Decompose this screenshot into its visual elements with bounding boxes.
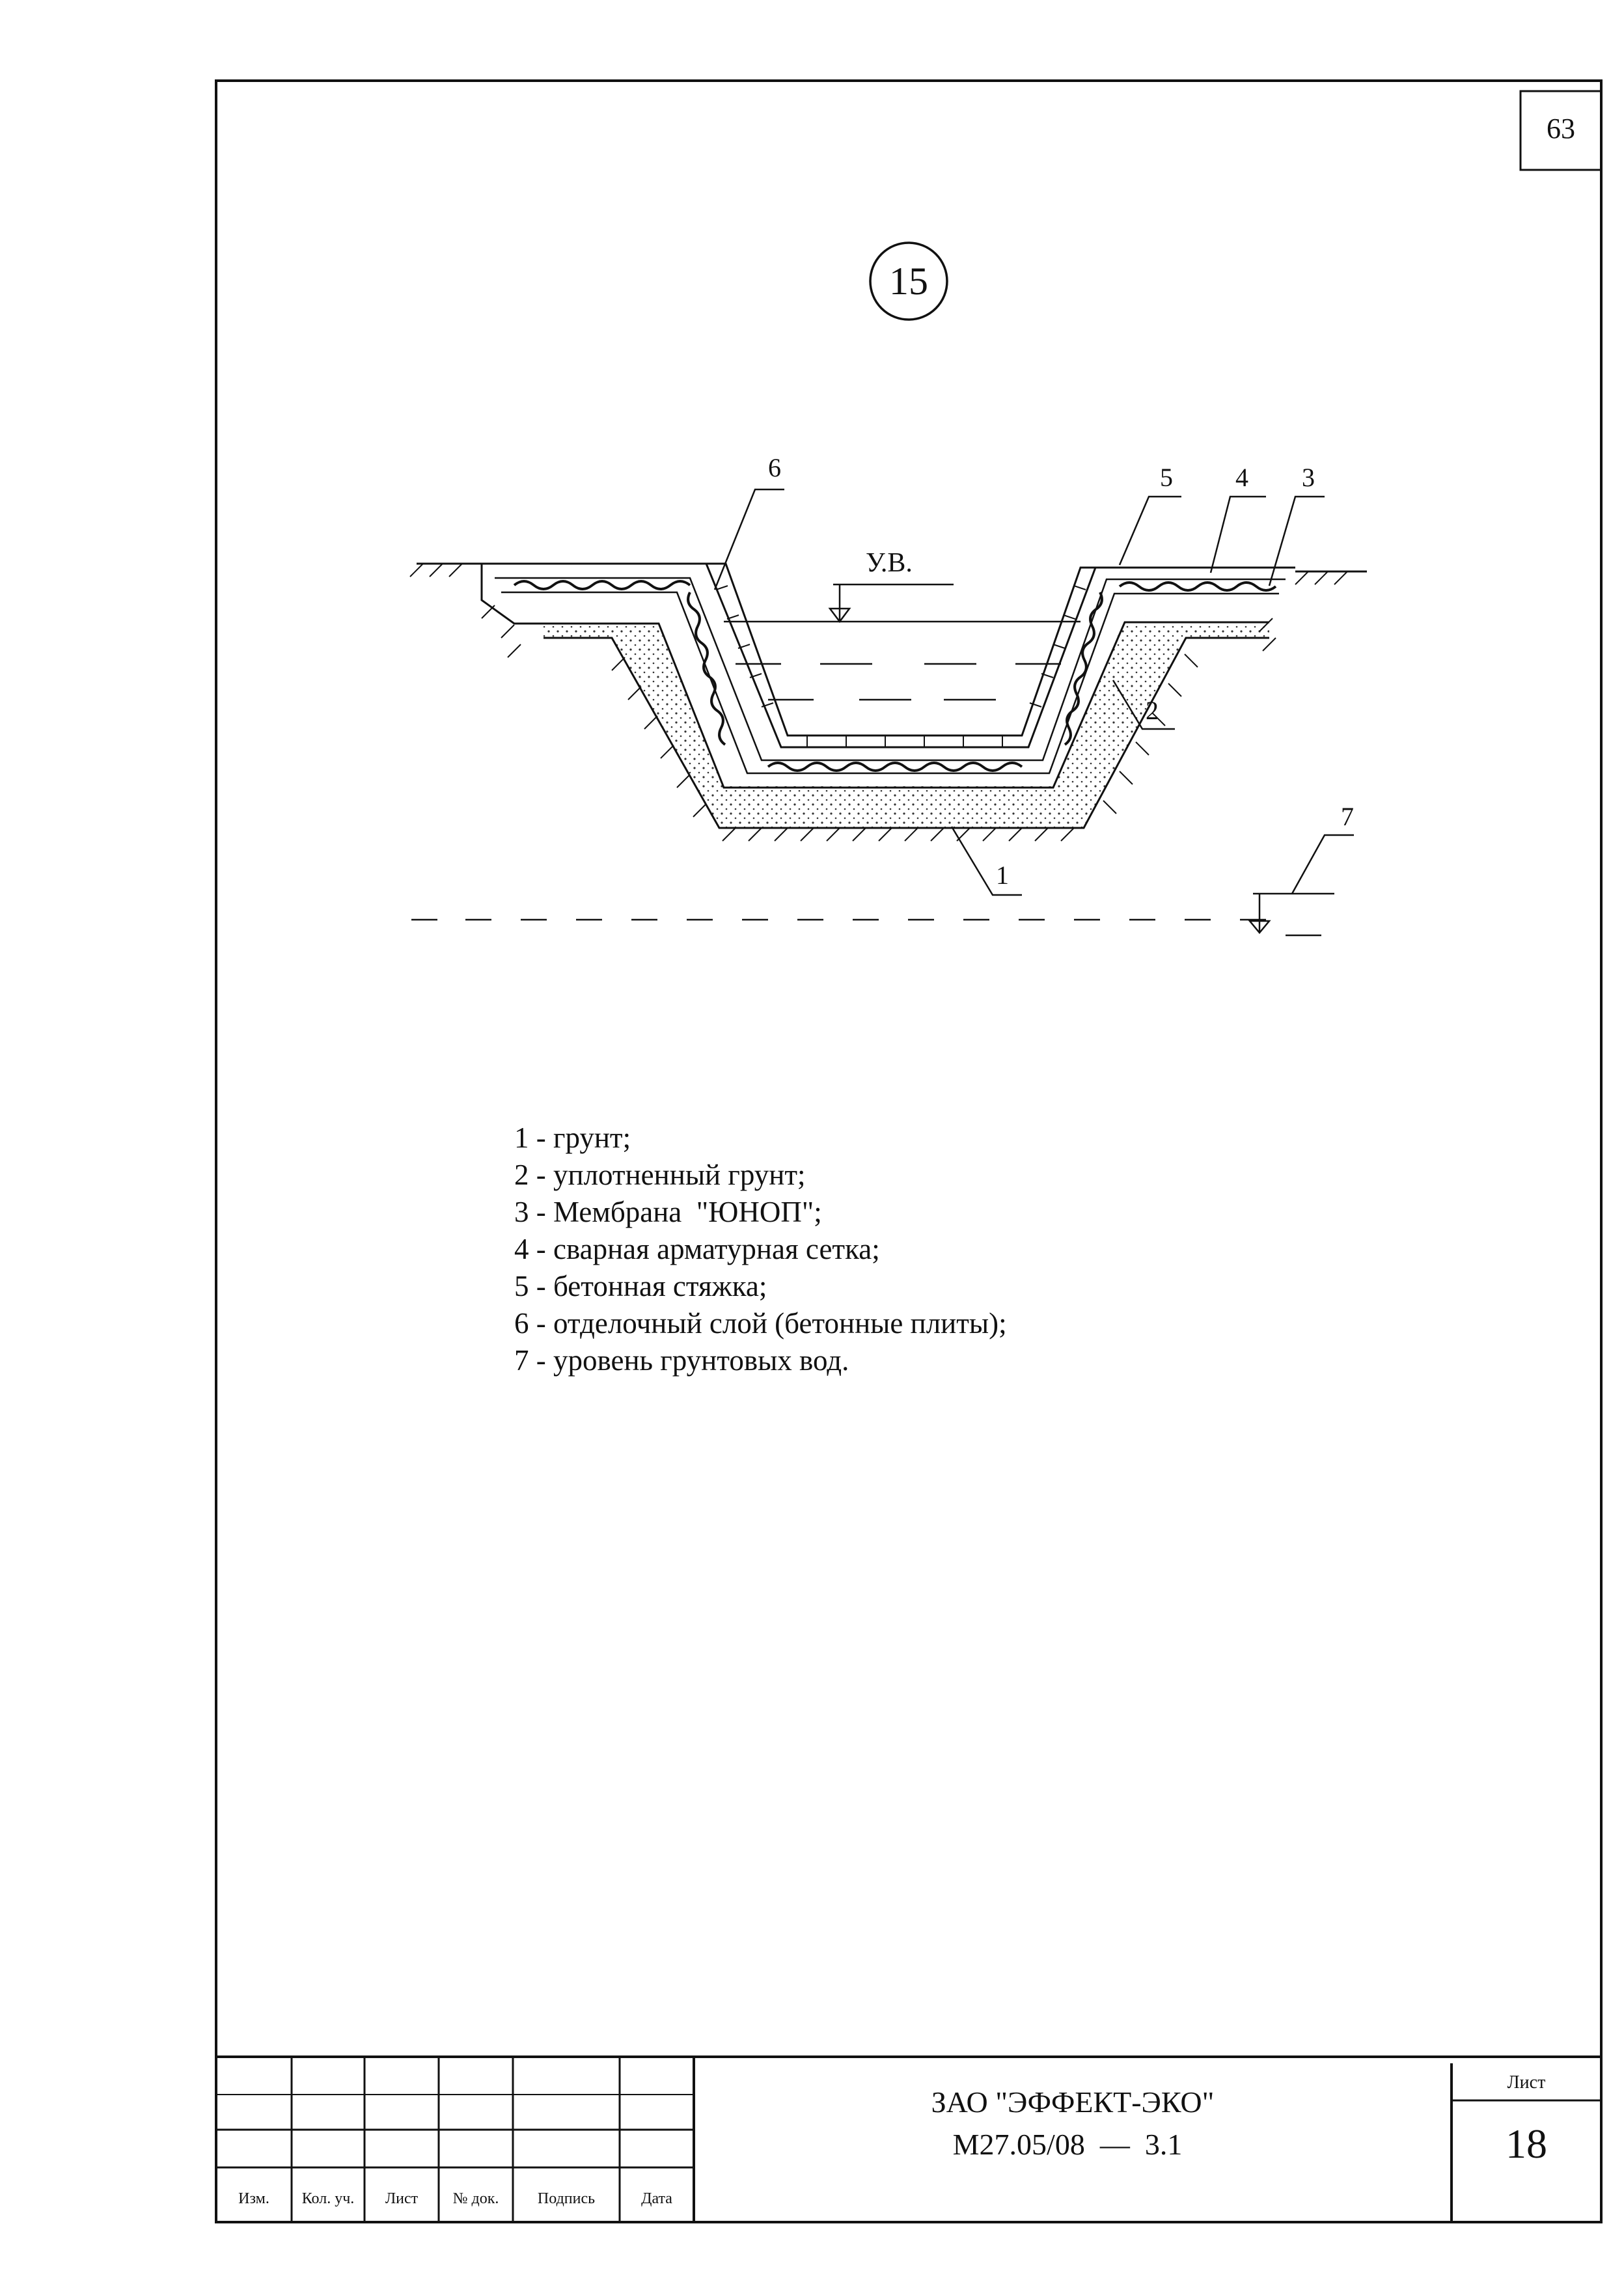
callout-6: 6 bbox=[768, 453, 781, 482]
detail-number: 15 bbox=[889, 260, 928, 303]
company-name: ЗАО "ЭФФЕКТ-ЭКО" bbox=[931, 2085, 1215, 2119]
col-doc-no: № док. bbox=[452, 2190, 499, 2207]
legend-item-6: 6 - отделочный слой (бетонные плиты); bbox=[514, 1307, 1007, 1340]
col-signature: Подпись bbox=[537, 2190, 596, 2207]
callout-3: 3 bbox=[1302, 463, 1315, 492]
membrane-wave-left bbox=[514, 581, 690, 589]
legend bbox=[514, 1120, 1007, 1379]
leader-5 bbox=[1120, 497, 1181, 565]
col-izm: Изм. bbox=[238, 2190, 269, 2207]
legend-item-5: 5 - бетонная стяжка; bbox=[514, 1270, 767, 1302]
legend-item-7: 7 - уровень грунтовых вод. bbox=[514, 1344, 849, 1377]
callout-7: 7 bbox=[1341, 802, 1354, 831]
trench-section bbox=[410, 564, 1367, 841]
col-kol-uch: Кол. уч. bbox=[301, 2190, 355, 2207]
membrane-wave-right bbox=[1120, 583, 1276, 590]
col-date: Дата bbox=[641, 2190, 672, 2207]
legend-item-2: 2 - уплотненный грунт; bbox=[514, 1159, 806, 1191]
title-block bbox=[216, 2057, 1601, 2222]
callout-1: 1 bbox=[996, 860, 1009, 890]
groundwater-level bbox=[411, 835, 1354, 935]
legend-item-4: 4 - сварная арматурная сетка; bbox=[514, 1233, 880, 1265]
col-list: Лист bbox=[385, 2190, 419, 2207]
legend-item-3: 3 - Мембрана "ЮНОП"; bbox=[514, 1196, 822, 1228]
callout-leaders bbox=[715, 489, 1325, 895]
leader-4 bbox=[1211, 497, 1266, 573]
compacted-soil-layer bbox=[544, 624, 1269, 828]
corner-page-number: 63 bbox=[1547, 113, 1575, 144]
legend-item-1: 1 - грунт; bbox=[514, 1121, 631, 1154]
leader-6 bbox=[715, 489, 784, 590]
sheet-number: 18 bbox=[1506, 2121, 1547, 2167]
callout-4: 4 bbox=[1235, 463, 1248, 492]
finishing-slab-outline bbox=[706, 564, 1095, 735]
membrane-wave-bottom bbox=[768, 763, 1022, 771]
callout-2: 2 bbox=[1146, 696, 1159, 725]
document-code: М27.05/08 — 3.1 bbox=[952, 2128, 1183, 2161]
callout-5: 5 bbox=[1160, 463, 1173, 492]
water-level-label: У.В. bbox=[866, 548, 913, 578]
sheet-label: Лист bbox=[1507, 2072, 1546, 2093]
